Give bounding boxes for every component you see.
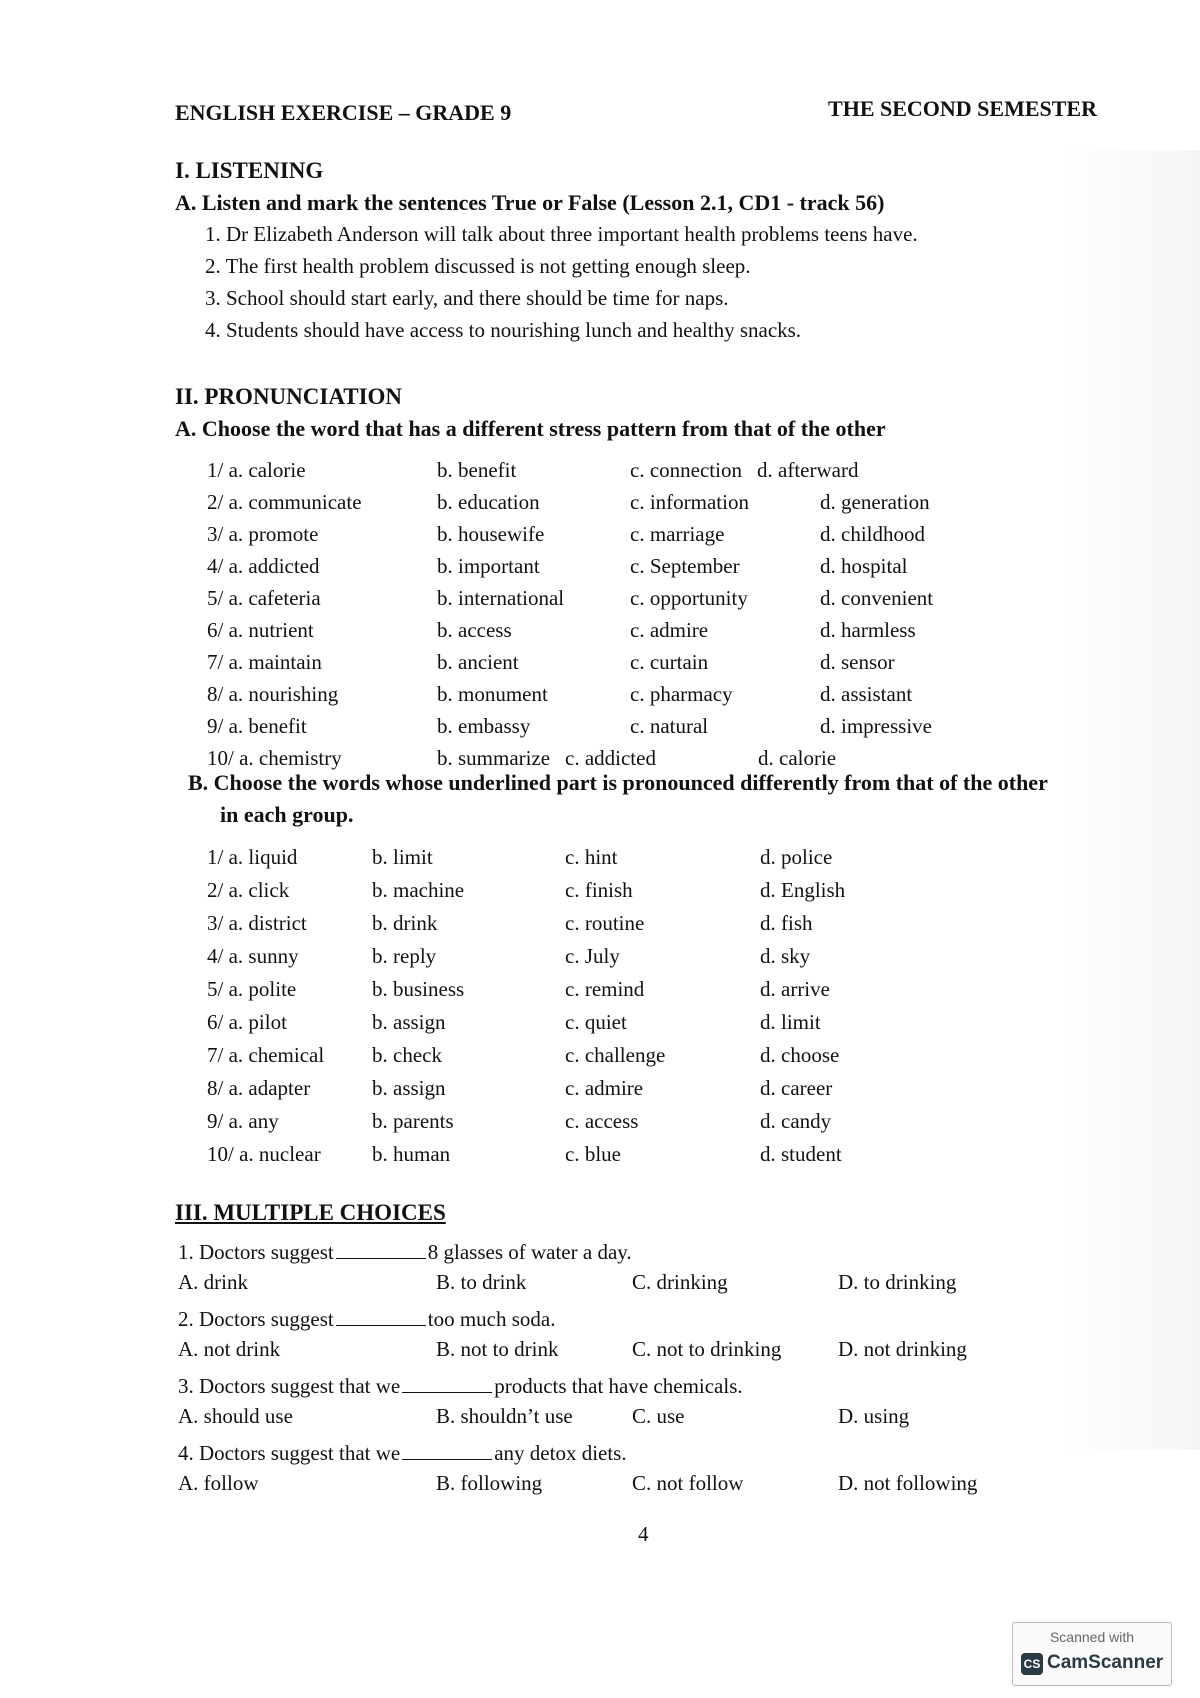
stress-option: 4/ a. addicted [207,554,320,578]
question-text-end: too much soda. [427,1307,556,1331]
section-multiple-choice-title: III. MULTIPLE CHOICES [175,1200,446,1225]
camscanner-logo-icon: CS [1021,1653,1043,1675]
answer-option: D. to drinking [838,1270,957,1294]
answer-option: B. not to drink [436,1337,559,1361]
header-semester: THE SECOND SEMESTER [828,96,1097,121]
stress-option: d. hospital [820,554,908,578]
stress-option: b. ancient [437,650,519,674]
question-text-end: any detox diets. [494,1441,627,1465]
stress-option: b. education [437,490,540,514]
sound-option: b. assign [372,1010,446,1034]
answer-option: A. drink [178,1270,248,1294]
listening-item: 3. School should start early, and there should be time for naps. [205,286,729,310]
sound-option: c. blue [565,1142,621,1166]
stress-option: d. assistant [820,682,913,706]
sound-option: c. July [565,944,620,968]
scan-shadow [1060,150,1200,1450]
answer-option: D. not following [838,1471,978,1495]
sound-option: 9/ a. any [207,1109,279,1133]
stress-option: d. childhood [820,522,925,546]
sound-option: b. business [372,977,465,1001]
sound-option: c. admire [565,1076,644,1100]
stress-option: c. curtain [630,650,709,674]
stress-option: c. information [630,490,749,514]
pronunciation-part-b: B. Choose the words whose underlined part is pronounced differently from that of the other [188,770,1048,795]
answer-blank [336,1237,426,1259]
watermark-brand: CamScanner [1047,1652,1164,1673]
question-stem [178,1237,632,1265]
pronunciation-part-b-cont: in each group. [220,802,354,827]
listening-part-a: A. Listen and mark the sentences True or False (Lesson 2.1, CD1 - track 56) [175,190,885,215]
sound-option: d. English [760,878,846,902]
answer-option: C. use [632,1404,685,1428]
sound-option: 2/ a. click [207,878,290,902]
sound-option: 6/ a. pilot [207,1010,287,1034]
sound-option: 4/ a. sunny [207,944,299,968]
sound-option: b. drink [372,911,438,935]
answer-option: C. not follow [632,1471,744,1495]
stress-option: d. generation [820,490,930,514]
question-stem [178,1371,743,1399]
sound-option: d. police [760,845,833,869]
answer-option: A. not drink [178,1337,281,1361]
sound-option: d. student [760,1142,842,1166]
sound-option: 3/ a. district [207,911,307,935]
sound-option: 7/ a. chemical [207,1043,325,1067]
question-text: 2. Doctors suggest [178,1307,334,1331]
sound-option: d. candy [760,1109,832,1133]
sound-option: b. parents [372,1109,454,1133]
question-text-end: 8 glasses of water a day. [427,1240,632,1264]
stress-option: 9/ a. benefit [207,714,307,738]
stress-option: d. impressive [820,714,932,738]
stress-option: d. harmless [820,618,916,642]
stress-option: b. embassy [437,714,531,738]
sound-option: c. routine [565,911,645,935]
listening-item: 2. The first health problem discussed is not getting enough sleep. [205,254,751,278]
question-text-end: products that have chemicals. [494,1374,743,1398]
stress-option: b. important [437,554,540,578]
answer-option: C. not to drinking [632,1337,782,1361]
stress-option: b. monument [437,682,548,706]
stress-option: 2/ a. communicate [207,490,362,514]
stress-option: 5/ a. cafeteria [207,586,321,610]
answer-option: A. should use [178,1404,293,1428]
stress-option: c. natural [630,714,709,738]
sound-option: c. hint [565,845,618,869]
question-stem [178,1304,555,1332]
stress-option: c. pharmacy [630,682,733,706]
answer-option: C. drinking [632,1270,728,1294]
sound-option: d. arrive [760,977,830,1001]
stress-option: d. sensor [820,650,895,674]
stress-option: 10/ a. chemistry [207,746,342,770]
sound-option: b. check [372,1043,442,1067]
sound-option: c. access [565,1109,639,1133]
stress-option: 8/ a. nourishing [207,682,339,706]
stress-option: b. benefit [437,458,517,482]
sound-option: d. sky [760,944,811,968]
listening-item: 1. Dr Elizabeth Anderson will talk about three important health problems teens have. [205,222,918,246]
sound-option: 1/ a. liquid [207,845,298,869]
sound-option: d. career [760,1076,833,1100]
sound-option: b. assign [372,1076,446,1100]
stress-option: 6/ a. nutrient [207,618,314,642]
stress-option: c. addicted [565,746,656,770]
stress-option: d. convenient [820,586,934,610]
answer-option: B. shouldn’t use [436,1404,573,1428]
stress-option: 3/ a. promote [207,522,319,546]
sound-option: b. machine [372,878,465,902]
answer-option: B. following [436,1471,543,1495]
section-listening-title: I. LISTENING [175,158,324,183]
sound-option: 8/ a. adapter [207,1076,311,1100]
sound-option: 10/ a. nuclear [207,1142,321,1166]
stress-option: c. admire [630,618,709,642]
sound-option: d. choose [760,1043,840,1067]
stress-option: b. access [437,618,512,642]
stress-option: c. opportunity [630,586,748,610]
stress-option: b. housewife [437,522,545,546]
answer-option: D. not drinking [838,1337,967,1361]
sound-option: c. remind [565,977,645,1001]
sound-option: c. finish [565,878,633,902]
sound-option: c. quiet [565,1010,627,1034]
header-title: ENGLISH EXERCISE – GRADE 9 [175,100,512,125]
stress-option: 7/ a. maintain [207,650,322,674]
sound-option: c. challenge [565,1043,666,1067]
listening-item: 4. Students should have access to nourishing lunch and healthy snacks. [205,318,802,342]
question-text: 3. Doctors suggest that we [178,1374,401,1398]
watermark-caption: Scanned with [1049,1629,1135,1645]
sound-option: b. human [372,1142,451,1166]
stress-option: b. international [437,586,565,610]
sound-option: d. limit [760,1010,821,1034]
stress-option: c. connection [630,458,742,482]
stress-option: 1/ a. calorie [207,458,306,482]
sound-option: b. limit [372,845,433,869]
answer-blank [402,1438,492,1460]
answer-option: D. using [838,1404,910,1428]
answer-blank [336,1304,426,1326]
question-text: 4. Doctors suggest that we [178,1441,401,1465]
answer-option: A. follow [178,1471,259,1495]
stress-option: c. marriage [630,522,725,546]
question-stem [178,1438,627,1466]
stress-option: d. afterward [757,458,859,482]
answer-blank [402,1371,492,1393]
page-number: 4 [638,1522,649,1546]
pronunciation-part-a: A. Choose the word that has a different stress pattern from that of the other [175,416,886,441]
stress-option: b. summarize [437,746,551,770]
sound-option: 5/ a. polite [207,977,297,1001]
answer-option: B. to drink [436,1270,527,1294]
sound-option: b. reply [372,944,437,968]
camscanner-watermark [1012,1622,1172,1686]
stress-option: c. September [630,554,740,578]
question-text: 1. Doctors suggest [178,1240,334,1264]
section-pronunciation-title: II. PRONUNCIATION [175,384,403,409]
sound-option: d. fish [760,911,813,935]
stress-option: d. calorie [758,746,837,770]
